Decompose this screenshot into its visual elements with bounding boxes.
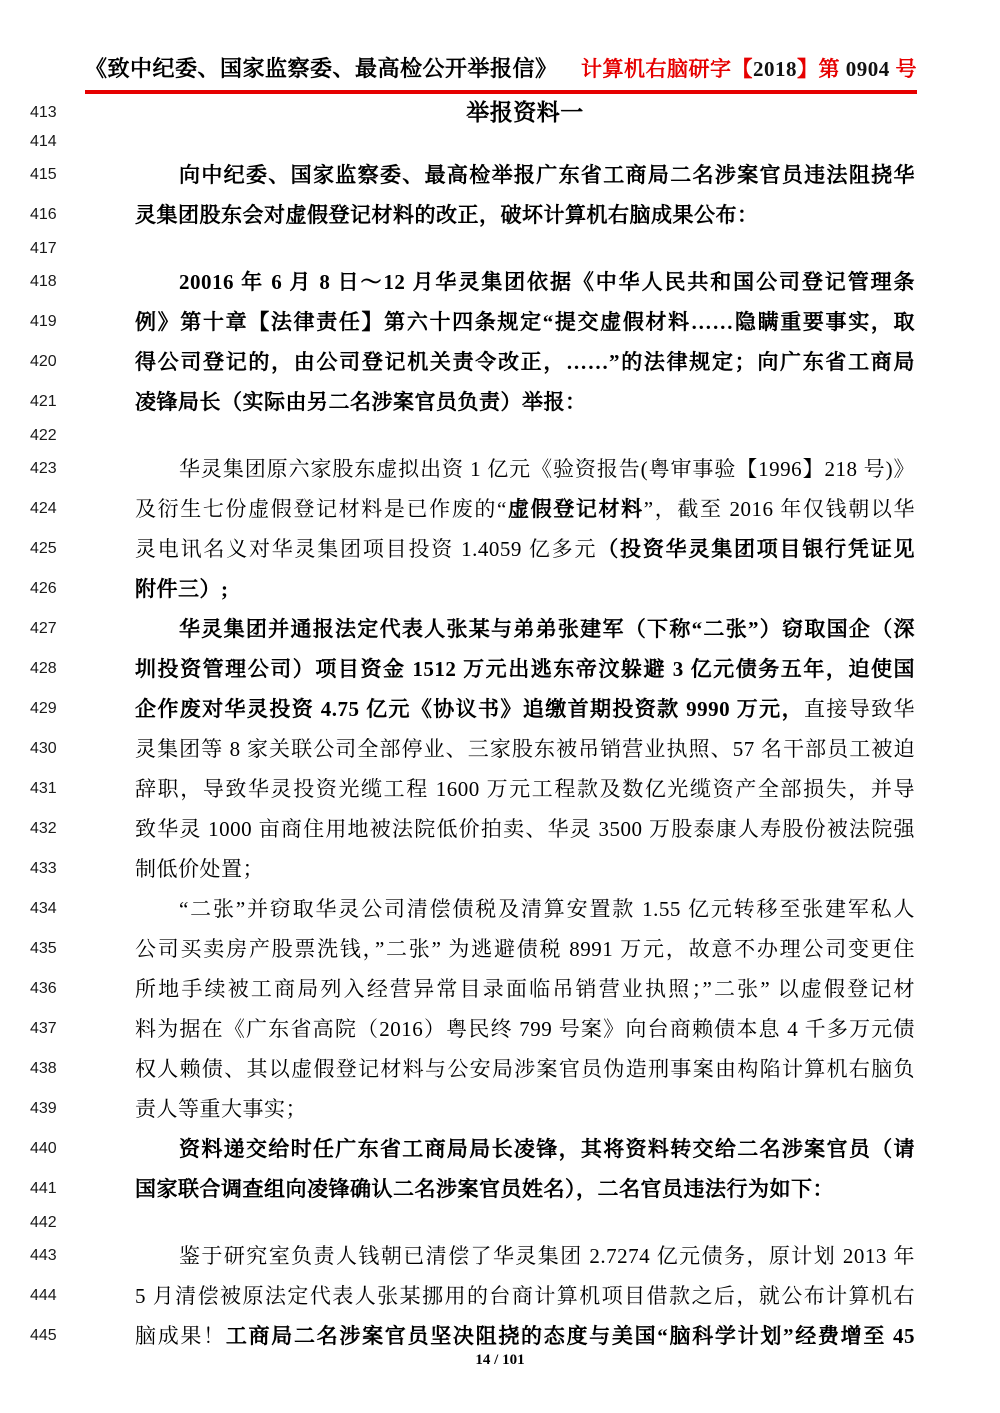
document-line	[30, 1276, 915, 1316]
document-line	[30, 689, 915, 729]
line-text	[135, 155, 915, 195]
line-number: 425	[30, 540, 57, 557]
document-line	[30, 1316, 915, 1356]
line-number: 413	[30, 104, 57, 121]
bold-text: 20016 年 6 月 8 日～12 月华灵集团依据《中华人民共和国公司登记管理条	[179, 270, 915, 294]
regular-text: 制低价处置；	[135, 857, 264, 881]
document-line	[30, 155, 915, 195]
page-header	[85, 52, 917, 94]
document-line	[30, 609, 915, 649]
line-number: 424	[30, 500, 57, 517]
regular-text: 责人等重大事实；	[135, 1097, 307, 1121]
page-indicator: 14 / 101	[475, 1352, 525, 1368]
line-number: 443	[30, 1247, 57, 1264]
line-number: 439	[30, 1100, 57, 1117]
document-line	[30, 235, 915, 262]
regular-text: 5 月清偿被原法定代表人张某挪用的台商计算机项目借款之后，就公布计算机右	[135, 1284, 915, 1308]
line-number: 430	[30, 740, 57, 757]
document-line	[30, 1209, 915, 1236]
regular-text: 料为据在《广东省高院（2016）粤民终 799 号案》向台商赖债本息 4 千多万元债	[135, 1017, 915, 1041]
bold-text: 灵集团股东会对虚假登记材料的改正，破坏计算机右脑成果公布：	[135, 203, 759, 227]
line-number: 437	[30, 1020, 57, 1037]
line-number: 440	[30, 1140, 57, 1157]
regular-text: 及衍生七份虚假登记材料是已作废的“	[135, 497, 507, 521]
line-text	[135, 609, 915, 649]
line-text	[135, 489, 915, 529]
regular-text: 华灵集团原六家股东虚拟出资 1 亿元《验资报告(粤审事验【1996】218 号)》	[179, 457, 915, 481]
line-text	[135, 889, 915, 929]
regular-text: 灵电讯名义对华灵集团项目投资 1.4059 亿多元	[135, 537, 598, 561]
doc-number-digits: 0904	[845, 57, 890, 81]
bold-text: 圳投资管理公司）项目资金 1512 万元出逃东帝汶躲避 3 亿元债务五年，迫使国	[135, 657, 915, 681]
bold-text: 附件三）;	[135, 577, 229, 601]
line-text	[135, 929, 915, 969]
line-number: 420	[30, 353, 57, 370]
regular-text: 灵集团等 8 家关联公司全部停业、三家股东被吊销营业执照、57 名干部员工被迫	[135, 737, 915, 761]
regular-text: 致华灵 1000 亩商住用地被法院低价拍卖、华灵 3500 万股泰康人寿股份被法院强	[135, 817, 915, 841]
line-number: 432	[30, 820, 57, 837]
page-footer	[0, 1352, 1000, 1369]
line-number: 441	[30, 1180, 57, 1197]
document-line	[30, 302, 915, 342]
document-line	[30, 342, 915, 382]
line-text	[135, 195, 915, 235]
bold-text: 工商局二名涉案官员坚决阻挠的态度与美国“脑科学计划”经费增至 45	[225, 1324, 915, 1348]
document-line	[30, 1049, 915, 1089]
regular-text: 公司买卖房产股票洗钱，”二张” 为逃避债税 8991 万元，故意不办理公司变更住	[135, 937, 915, 961]
line-number: 444	[30, 1287, 57, 1304]
line-text	[135, 649, 915, 689]
line-text	[135, 382, 915, 422]
document-line	[30, 769, 915, 809]
document-line	[30, 729, 915, 769]
line-number: 416	[30, 206, 57, 223]
line-text	[135, 529, 915, 569]
line-number: 417	[30, 239, 57, 257]
line-text	[135, 849, 915, 889]
line-number: 429	[30, 700, 57, 717]
line-text	[135, 1169, 915, 1209]
line-text	[135, 569, 915, 609]
document-line	[30, 569, 915, 609]
doc-number	[581, 53, 917, 83]
document-line	[30, 262, 915, 302]
line-text	[135, 1049, 915, 1089]
bold-text: 举报资料一	[466, 100, 584, 125]
regular-text: 辞职，导致华灵投资光缆工程 1600 万元工程款及数亿光缆资产全部损失，并导	[135, 777, 915, 801]
document-line	[30, 969, 915, 1009]
line-number: 414	[30, 132, 57, 150]
regular-text: 脑成果！	[135, 1324, 226, 1348]
regular-text: “二张”并窃取华灵公司清偿债税及清算安置款 1.55 亿元转移至张建军私人	[179, 897, 915, 921]
document-line	[30, 195, 915, 235]
line-number: 421	[30, 393, 57, 410]
document-line	[30, 1236, 915, 1276]
doc-number-text: 号	[889, 57, 917, 81]
bold-text: 虚假登记材料	[506, 497, 644, 521]
line-text	[135, 342, 915, 382]
line-text	[135, 1316, 915, 1356]
document-line	[30, 98, 915, 128]
doc-number-digits: 2018	[753, 57, 797, 81]
line-number: 422	[30, 426, 57, 444]
document-line	[30, 809, 915, 849]
document-line	[30, 1129, 915, 1169]
line-number: 415	[30, 166, 57, 183]
line-number: 423	[30, 460, 57, 477]
bold-text: 向中纪委、国家监察委、最高检举报广东省工商局二名涉案官员违法阻挠华	[179, 163, 915, 187]
line-number: 419	[30, 313, 57, 330]
regular-text: 权人赖债、其以虚假登记材料与公安局涉案官员伪造刑事案由构陷计算机右脑负	[135, 1057, 915, 1081]
line-text	[135, 1276, 915, 1316]
regular-text: 所地手续被工商局列入经营异常目录面临吊销营业执照；”二张” 以虚假登记材	[135, 977, 915, 1001]
line-number: 435	[30, 940, 57, 957]
bold-text: 得公司登记的，由公司登记机关责令改正，……”的法律规定；向广东省工商局	[135, 350, 915, 374]
document-line	[30, 489, 915, 529]
bold-text: （投资华灵集团项目银行凭证见	[597, 537, 915, 561]
regular-text: ”，截至 2016 年仅钱朝以华	[643, 497, 915, 521]
document-line	[30, 849, 915, 889]
section-title	[135, 93, 915, 133]
document-line	[30, 422, 915, 449]
line-text	[135, 262, 915, 302]
bold-text: 例》第十章【法律责任】第六十四条规定“提交虚假材料……隐瞒重要事实，取	[135, 310, 915, 334]
document-line	[30, 1169, 915, 1209]
regular-text: 直接导致华	[803, 697, 915, 721]
line-number: 426	[30, 580, 57, 597]
document-body	[30, 98, 915, 1356]
document-line	[30, 649, 915, 689]
regular-text: 鉴于研究室负责人钱朝已清偿了华灵集团 2.7274 亿元债务，原计划 2013 年	[179, 1244, 915, 1268]
line-number: 428	[30, 660, 57, 677]
line-number: 442	[30, 1213, 57, 1231]
line-text	[135, 969, 915, 1009]
line-number: 434	[30, 900, 57, 917]
bold-text: 资料递交给时任广东省工商局局长凌锋，其将资料转交给二名涉案官员（请	[179, 1137, 915, 1161]
line-text	[135, 449, 915, 489]
line-text	[135, 689, 915, 729]
document-line	[30, 1009, 915, 1049]
document-line	[30, 889, 915, 929]
line-number: 445	[30, 1327, 57, 1344]
line-number: 427	[30, 620, 57, 637]
bold-text: 华灵集团并通报法定代表人张某与弟弟张建军（下称“二张”）窃取国企（深	[179, 617, 915, 641]
line-text	[135, 809, 915, 849]
header-title: 《致中纪委、国家监察委、最高检公开举报信》	[85, 57, 558, 82]
document-line	[30, 1089, 915, 1129]
line-text	[135, 302, 915, 342]
line-text	[135, 1009, 915, 1049]
doc-number-text: 】第	[797, 57, 846, 81]
line-number: 436	[30, 980, 57, 997]
doc-number-text: 计算机右脑研字【	[581, 57, 753, 81]
line-number: 438	[30, 1060, 57, 1077]
line-number: 433	[30, 860, 57, 877]
line-text	[135, 1236, 915, 1276]
line-text	[135, 729, 915, 769]
line-number: 418	[30, 273, 57, 290]
line-text	[135, 1129, 915, 1169]
bold-text: 国家联合调查组向凌锋确认二名涉案官员姓名），二名官员违法行为如下：	[135, 1177, 834, 1201]
document-line	[30, 382, 915, 422]
line-text	[135, 769, 915, 809]
line-text	[135, 1089, 915, 1129]
bold-text: 企作废对华灵投资 4.75 亿元《协议书》追缴首期投资款 9990 万元，	[135, 697, 804, 721]
line-number: 431	[30, 780, 57, 797]
document-line	[30, 449, 915, 489]
bold-text: 凌锋局长（实际由另二名涉案官员负责）举报：	[135, 390, 587, 414]
document-line	[30, 929, 915, 969]
document-line	[30, 529, 915, 569]
